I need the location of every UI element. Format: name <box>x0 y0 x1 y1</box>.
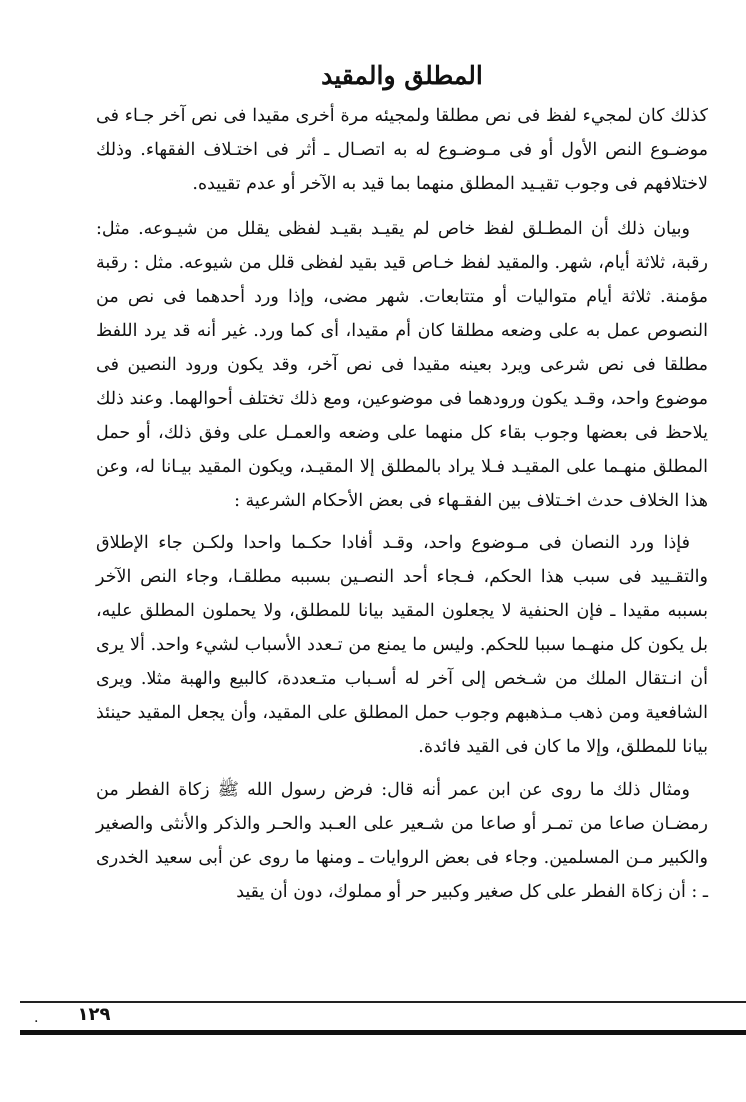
document-page <box>96 0 708 1102</box>
running-header: المطلق والمقيد <box>321 61 483 90</box>
paragraph-3: فإذا ورد النصان فى مـوضوع واحد، وقـد أفادا حكـما واحدا ولكـن جاء الإطلاق والتقـييد فى سبب هذا الحكم، فـجاء أحد النصـين بسببه مطلقـا، وجاء النص الآخر بسببه مقيدا ـ فإن الحنفية لا يجعلون المقيد بيانا للمطلق، ولا يحملون المطلق عليه، بل يكون كل منهـما سببا للحكم. وليس ما يمنع من تـعدد الأسباب لشيء واحد. ألا يرى أن انـتقال الملك من شـخص إلى آخر له أسـباب متـعددة، كالبيع والهبة مثلا. ويرى الشافعية ومن ذهب مـذهبهم وجوب حمل المطلق على المقيد، وأن يجعل المقيد حينئذ بيانا للمطلق، وإلا ما كان فى القيد فائدة. <box>96 533 708 757</box>
paragraph-2: وبيان ذلك أن المطـلق لفظ خاص لم يقيـد بقيـد لفظى يقلل من شيـوعه. مثل: رقبة، ثلاثة أيام، شهر. والمقيد لفظ خـاص قيد بقيد لفظى قلل من شيوعه. مثل : رقبة مؤمنة. ثلاثة أيام متواليات أو متتابعات. شهر مضى، وإذا ورد أحدهما فى نص من النصوص عمل به على وضعه مطلقا كان أم مقيدا، أى كما ورد. غير أنه قد يرد اللفظ مطلقا فى نص شرعى ويرد بعينه مقيدا فى نص آخر، وقد يكون ورود النصين فى موضوع واحد، وقـد يكون ورودهما فى موضوعين، ومع ذلك تختلف أحوالهما. وعند ذلك يلاحظ فى بعضها وجوب بقاء كل منهما على وضعه والعمـل على وفق ذلك، أو حمل المطلق منهـما على المقيـد فـلا يراد بالمطلق إلا المقيـد، ويكون المقيد بيـانا له، وعن هذا الخلاف حدث اخـتلاف بين الفقـهاء فى بعض الأحكام الشرعية : <box>96 219 708 511</box>
page-number: ١٢٩ <box>77 1004 111 1025</box>
footer-mark: . <box>34 1010 39 1026</box>
paragraph-1: كذلك كان لمجيء لفظ فى نص مطلقا ولمجيئه مرة أخرى مقيدا فى نص آخر جـاء فى موضـوع النص الأول أو فى مـوضـوع له به اتصـال ـ أثر فى اختـلاف الفقهاء. وذلك لاختلافهم فى وجوب تقيـيد المطلق منهما بما قيد به الآخر أو عدم تقييده. <box>96 106 708 194</box>
paragraph-4: ومثال ذلك ما روى عن ابن عمر أنه قال: فرض رسول الله ﷺ زكاة الفطر من رمضـان صاعا من تمـر أو صاعا من شـعير على العـبد والحـر والذكر والأنثى والصغير والكبير مـن المسلمين. وجاء فى بعض الروايات ـ ومنها ما روى عن أبى سعيد الخدرى ـ : أن زكاة الفطر على كل صغير وكبير حر أو مملوك، دون أن يقيد <box>96 780 708 902</box>
body-text <box>96 99 708 909</box>
footer-rule-thin <box>20 1001 746 1003</box>
footer-rule-thick <box>20 1030 746 1035</box>
